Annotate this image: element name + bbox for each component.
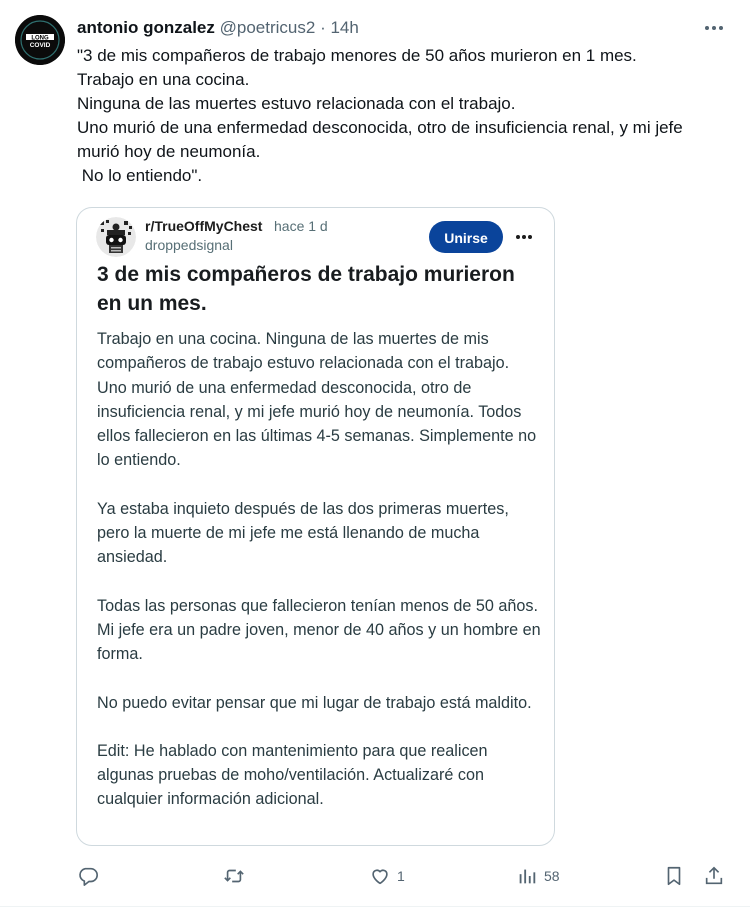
reply-button[interactable]: [77, 858, 99, 894]
share-icon: [703, 865, 725, 887]
post-paragraph: No puedo evitar pensar que mi lugar de trabajo está maldito.: [97, 693, 532, 712]
retweet-button[interactable]: [222, 858, 246, 894]
retweet-icon: [222, 865, 246, 887]
post-paragraph: Todas las personas que fallecieron tenían menos de 50 años. Mi jefe era un padre joven, menor de 40 años y un hombre en forma.: [97, 596, 541, 664]
like-button[interactable]: [369, 858, 405, 894]
subreddit-avatar-icon[interactable]: [96, 217, 136, 257]
views-button[interactable]: [516, 858, 560, 894]
share-button[interactable]: [703, 858, 725, 894]
avatar-text-bottom: COVID: [29, 42, 51, 49]
post-title: 3 de mis compañeros de trabajo murieron en un mes.: [97, 263, 515, 315]
subreddit-name[interactable]: r/TrueOffMyChest: [145, 218, 263, 234]
divider: [0, 906, 750, 907]
reply-icon: [77, 865, 99, 887]
post-age: hace 1 d: [274, 218, 328, 234]
post-paragraph: Ya estaba inquieto después de las dos primeras muertes, pero la muerte de mi jefe me está llenando de mucha ansiedad.: [97, 499, 509, 567]
tweet-time[interactable]: 14h: [330, 18, 359, 37]
card-more-icon[interactable]: [514, 227, 534, 247]
more-icon[interactable]: [702, 18, 726, 38]
bookmark-icon: [663, 865, 685, 887]
author-handle[interactable]: @poetricus2: [219, 18, 316, 37]
tweet-action-bar: [0, 858, 750, 894]
author-name[interactable]: antonio gonzalez: [77, 18, 215, 37]
avatar-text-top: LONG: [31, 35, 49, 42]
views-count: 58: [544, 868, 560, 884]
header-separator: ·: [320, 18, 326, 37]
post-paragraph: Edit: He hablado con mantenimiento para que realicen algunas pruebas de moho/ventilación. Actualizaré con cualquier información adicional.: [97, 741, 488, 809]
views-icon: [516, 865, 538, 887]
like-icon: [369, 865, 391, 887]
like-count: 1: [397, 868, 405, 884]
author-avatar[interactable]: [15, 15, 65, 65]
post-username[interactable]: droppedsignal: [145, 237, 233, 253]
post-paragraph: Trabajo en una cocina. Ninguna de las muertes de mis compañeros de trabajo estuvo relacionada con el trabajo. Uno murió de una enfermedad desconocida, otro de insuficiencia renal, y mi jefe murió hoy de neumonía. Todos ellos fallecieron en las últimas 4-5 semanas. Simplemente no lo entiendo.: [97, 330, 537, 470]
post-body: [97, 327, 542, 836]
join-button[interactable]: Unirse: [429, 221, 503, 253]
quoted-post-card[interactable]: [76, 207, 555, 846]
tweet-text: "3 de mis compañeros de trabajo menores de 50 años murieron en 1 mes. Trabajo en una cocina. Ninguna de las muertes estuvo relacionada con el trabajo. Uno murió de una enfermedad desconocida, otro de insuficiencia renal, y mi jefe murió hoy de neumonía. No lo entiendo".: [77, 46, 683, 185]
bookmark-button[interactable]: [663, 858, 685, 894]
tweet-header: [77, 17, 359, 39]
